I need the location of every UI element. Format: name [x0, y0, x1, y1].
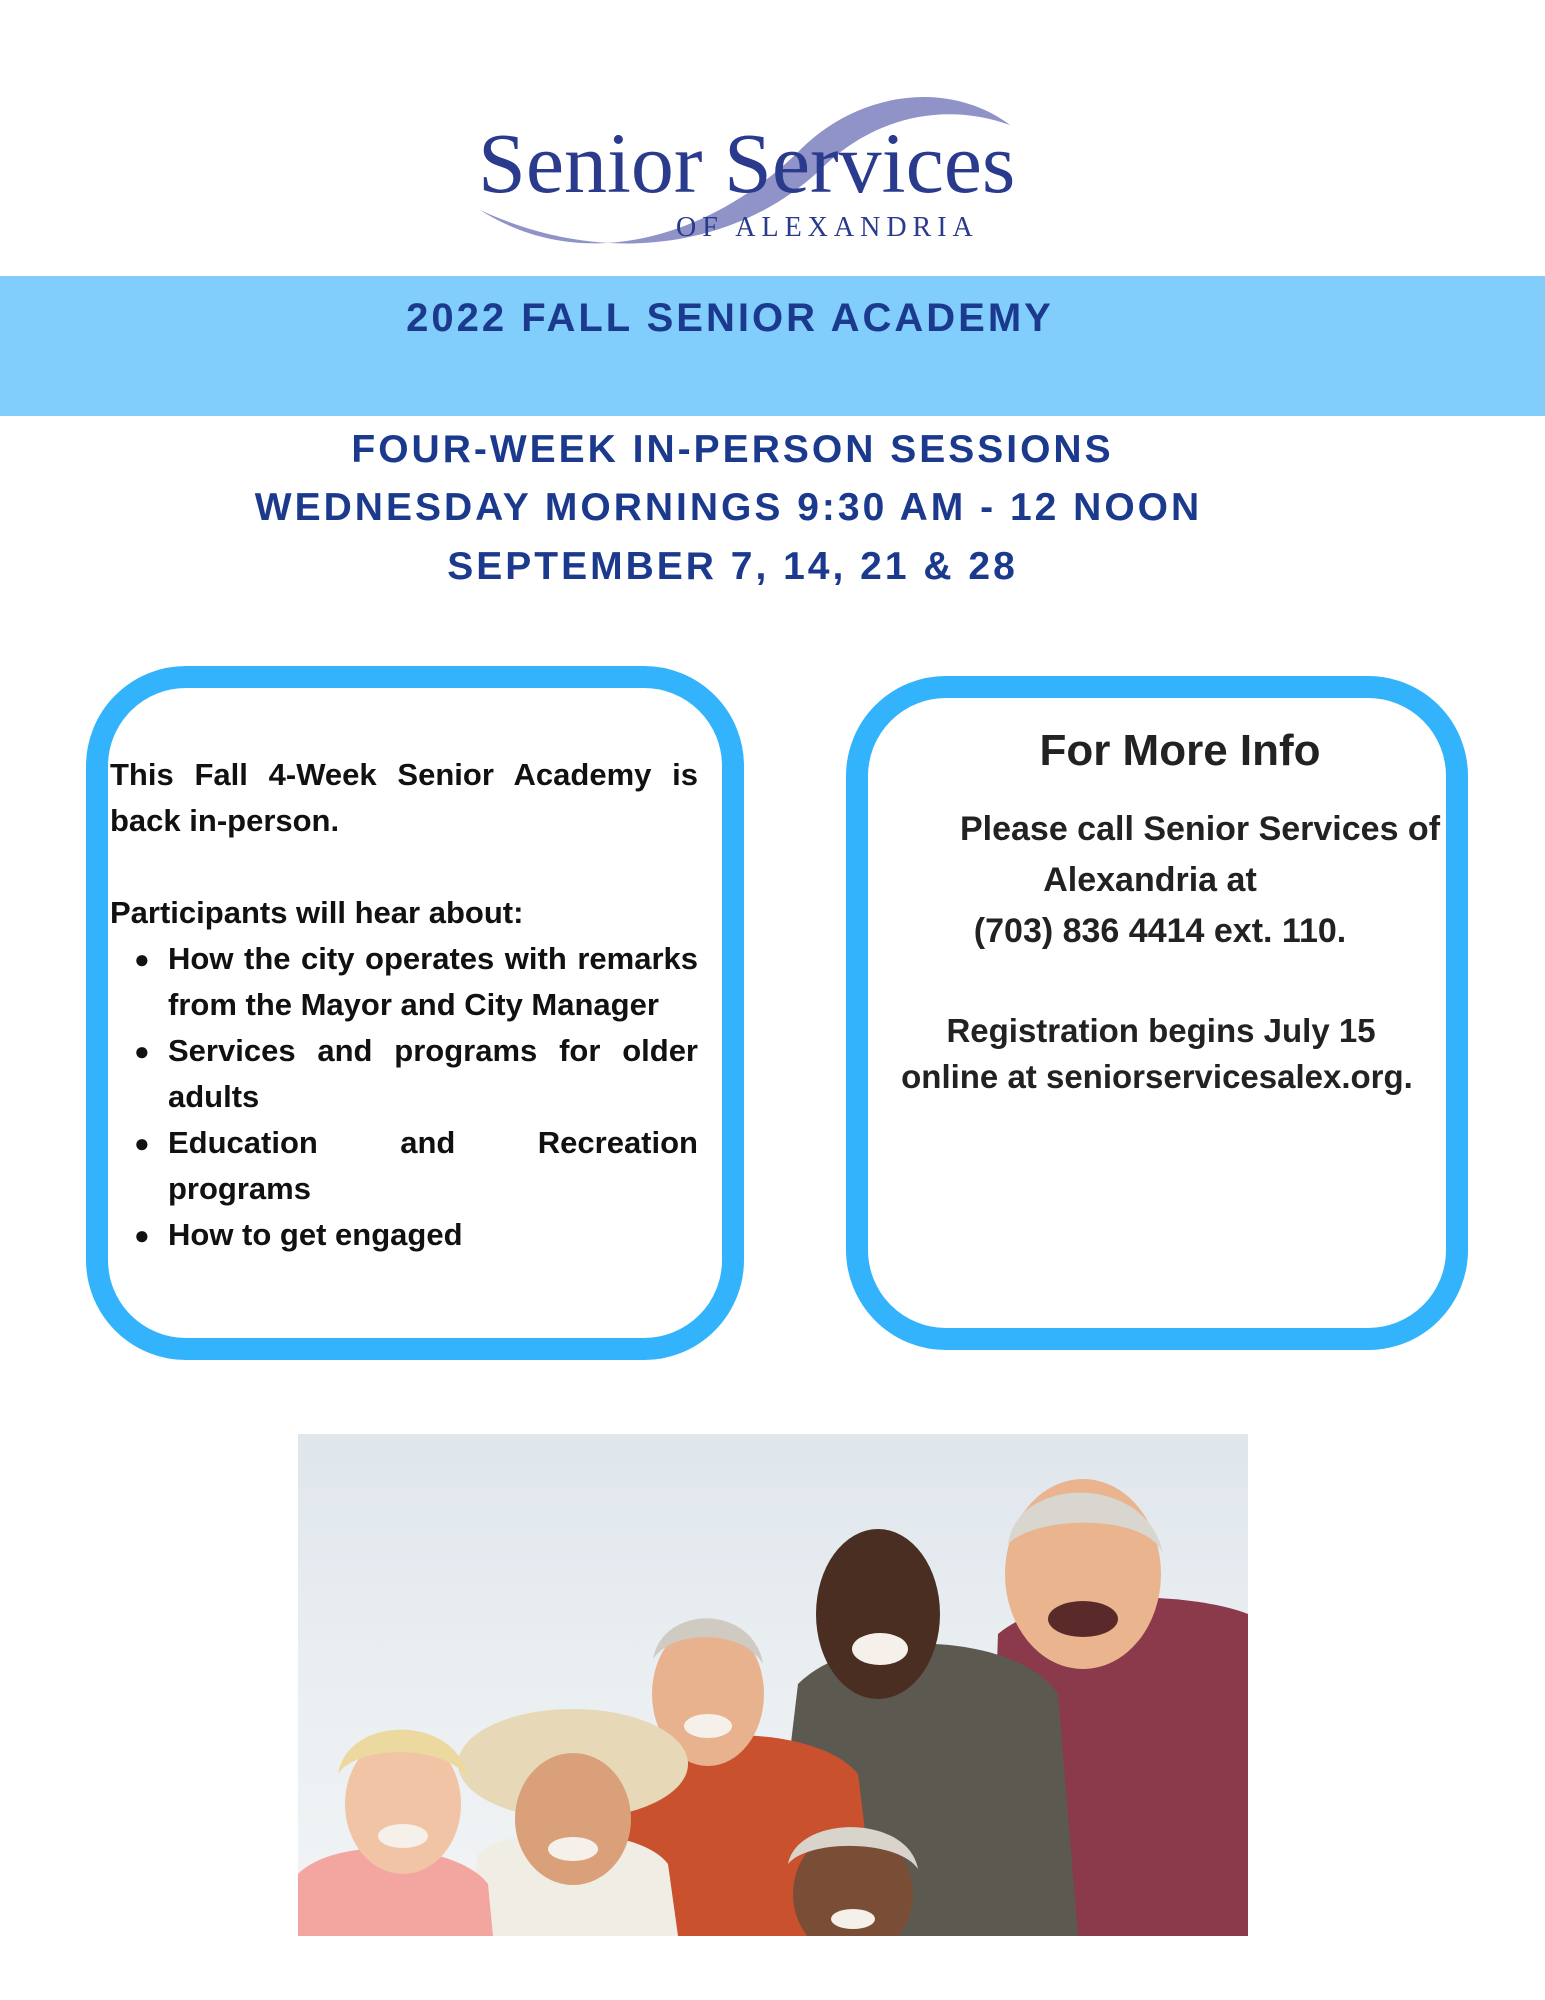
contact-line-2: Alexandria at — [1043, 861, 1257, 899]
list-item: ● Education and Recreation programs — [134, 1125, 698, 1206]
academy-intro: This Fall 4-Week Senior Academy is back in-person. — [110, 757, 698, 838]
logo — [470, 80, 1030, 260]
topic-list — [110, 936, 698, 1258]
registration-info — [860, 1008, 1460, 1100]
schedule-line-dates: SEPTEMBER 7, 14, 21 & 28 — [447, 545, 1018, 588]
list-item: ● How the city operates with remarks from the Mayor and City Manager — [134, 941, 698, 1022]
group-of-smiling-seniors-photo-icon — [298, 1434, 1248, 1936]
more-info-title: For More Info — [1039, 726, 1321, 775]
schedule-line-format: FOUR-WEEK IN-PERSON SESSIONS — [351, 428, 1114, 471]
title-banner — [0, 276, 1545, 416]
academy-lead: Participants will hear about: — [110, 895, 524, 930]
list-item: ● How to get engaged — [134, 1217, 463, 1252]
phone-number: (703) 836 4414 ext. 110. — [973, 912, 1347, 950]
logo-main-text: Senior Services — [478, 115, 1016, 211]
contact-info — [860, 804, 1460, 957]
banner-title: 2022 FALL SENIOR ACADEMY — [406, 296, 1054, 340]
registration-website: online at seniorservicesalex.org. — [901, 1058, 1413, 1095]
list-item: ● Services and programs for older adults — [134, 1033, 698, 1114]
schedule-line-time: WEDNESDAY MORNINGS 9:30 AM - 12 NOON — [254, 486, 1203, 529]
logo-sub-text: OF ALEXANDRIA — [676, 212, 979, 243]
registration-date: Registration begins July 15 — [946, 1012, 1376, 1049]
academy-details-content — [110, 752, 698, 1258]
group-photo — [298, 1434, 1248, 1936]
contact-line-1: Please call Senior Services of — [959, 810, 1441, 848]
more-info-content — [860, 716, 1460, 1100]
